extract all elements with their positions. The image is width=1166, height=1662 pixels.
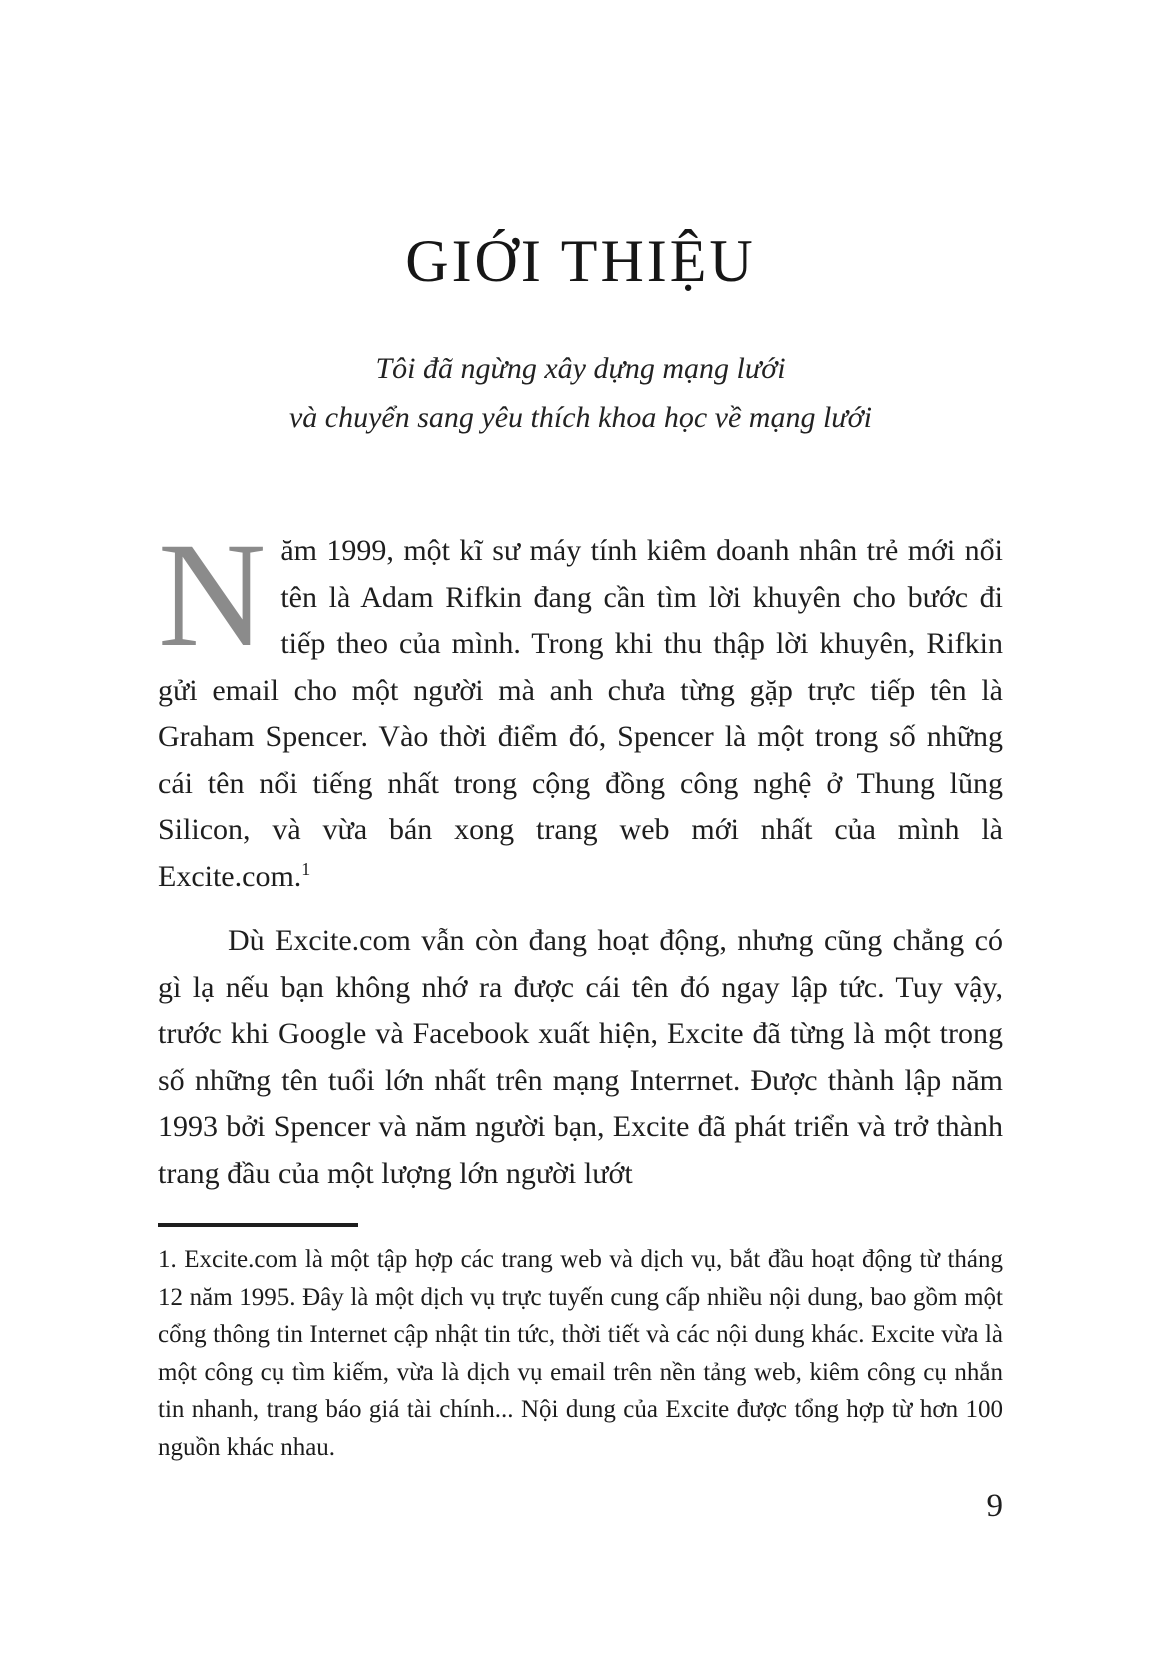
- page-number: 9: [986, 1488, 1003, 1524]
- epigraph-line-1: Tôi đã ngừng xây dựng mạng lưới: [375, 352, 786, 385]
- footnote-separator-rule: [158, 1223, 358, 1227]
- paragraph-1: [158, 512, 1003, 900]
- epigraph-line-2: và chuyển sang yêu thích khoa học về mạng lưới: [288, 401, 873, 434]
- footnote-ref-marker: 1: [301, 858, 311, 879]
- epigraph: [158, 344, 1003, 442]
- dropcap-letter: N: [158, 512, 267, 678]
- page-content: [158, 0, 1003, 1466]
- chapter-title: GIỚI THIỆU: [405, 228, 756, 294]
- paragraph-1-text: ăm 1999, một kĩ sư máy tính kiêm doanh nhân trẻ mới nổi tên là Adam Rifkin đang cần tìm lời khuyên cho bước đi tiếp theo của mình. Trong khi thu thập lời khuyên, Rifkin gửi email cho một người mà anh chưa từng gặp trực tiếp tên là Graham Spencer. Vào thời điểm đó, Spencer là một trong số những cái tên nổi tiếng nhất trong cộng đồng công nghệ ở Thung lũng Silicon, và vừa bán xong trang web mới nhất của mình là Excite.com.: [158, 534, 1003, 893]
- footnote-text: 1. Excite.com là một tập hợp các trang web và dịch vụ, bắt đầu hoạt động từ tháng 12 năm 1995. Đây là một dịch vụ trực tuyến cung cấp nhiều nội dung, bao gồm một cổng thông tin Internet cập nhật tin tức, thời tiết và các nội dung khác. Excite vừa là một công cụ tìm kiếm, vừa là dịch vụ email trên nền tảng web, kiêm công cụ nhắn tin nhanh, trang báo giá tài chính... Nội dung của Excite được tổng hợp từ hơn 100 nguồn khác nhau.: [158, 1246, 1003, 1461]
- paragraph-2: Dù Excite.com vẫn còn đang hoạt động, nhưng cũng chẳng có gì lạ nếu bạn không nhớ ra được cái tên đó ngay lập tức. Tuy vậy, trước khi Google và Facebook xuất hiện, Excite đã từng là một trong số những tên tuổi lớn nhất trên mạng Interrnet. Được thành lập năm 1993 bởi Spencer và năm người bạn, Excite đã phát triển và trở thành trang đầu của một lượng lớn người lướt: [158, 924, 1003, 1190]
